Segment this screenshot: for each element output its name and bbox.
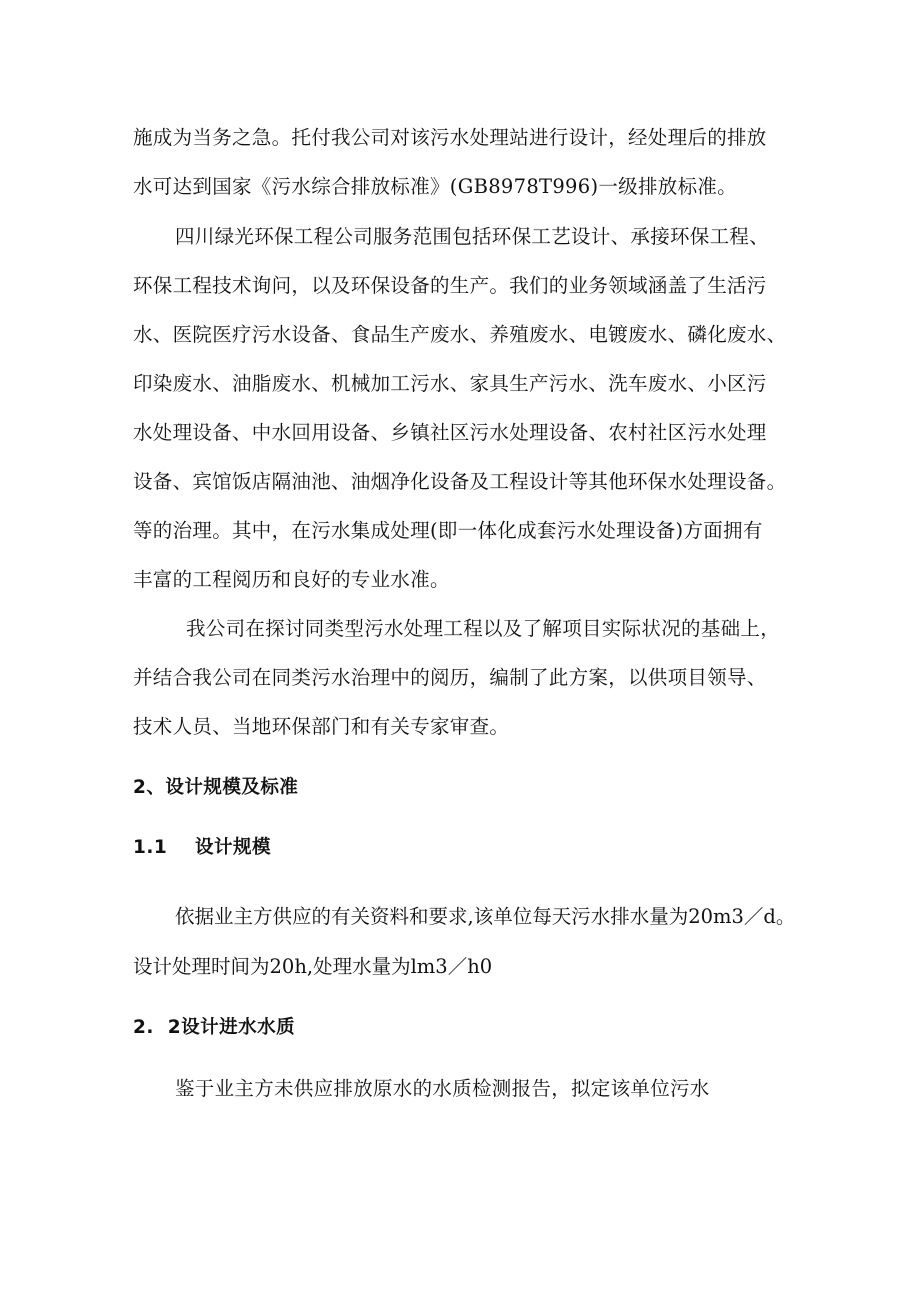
paragraph-1-line-2: 水可达到国家《污水综合排放标准》(GB8978T996)一级排放标准。: [133, 175, 737, 198]
paragraph-1-line-1: 施成为当务之急。托付我公司对该污水处理站进行设计，经处理后的排放: [133, 126, 767, 149]
section-2-2-line-1: 鉴于业主方未供应排放原水的水质检测报告，拟定该单位污水: [175, 1077, 710, 1100]
section-2-1-line-1: 依据业主方供应的有关资料和要求,该单位每天污水排水量为20m3／d。: [175, 905, 796, 928]
paragraph-2-line-4: 印染废水、油脂废水、机械加工污水、家具生产污水、洗车废水、小区污: [133, 372, 767, 395]
section-2-2-heading: 2. 2设计进水水质: [133, 1017, 296, 1038]
paragraph-2-line-2: 环保工程技术询问，以及环保设备的生产。我们的业务领域涵盖了生活污: [133, 274, 767, 297]
paragraph-3-line-3: 技术人员、当地环保部门和有关专家审查。: [133, 715, 510, 738]
section-2-1-heading: 1.1 设计规模: [133, 837, 272, 858]
paragraph-2-line-6: 设备、宾馆饭店隔油池、油烟净化设备及工程设计等其他环保水处理设备。: [133, 470, 787, 493]
paragraph-2-line-1: 四川绿光环保工程公司服务范围包括环保工艺设计、承接环保工程、: [175, 225, 770, 248]
paragraph-2-line-7: 等的治理。其中，在污水集成处理(即一体化成套污水处理设备)方面拥有: [133, 519, 763, 542]
paragraph-3-line-1: 我公司在探讨同类型污水处理工程以及了解项目实际状况的基础上，: [186, 617, 781, 640]
paragraph-2-line-5: 水处理设备、中水回用设备、乡镇社区污水处理设备、农村社区污水处理: [133, 421, 767, 444]
section-2-1-line-2: 设计处理时间为20h,处理水量为lm3／h0: [133, 955, 493, 978]
paragraph-3-line-2: 并结合我公司在同类污水治理中的阅历，编制了此方案，以供项目领导、: [133, 666, 767, 689]
section-2-heading: 2、设计规模及标准: [133, 777, 299, 798]
paragraph-2-line-8: 丰富的工程阅历和良好的专业水准。: [133, 568, 450, 591]
paragraph-2-line-3: 水、医院医疗污水设备、食品生产废水、养殖废水、电镀废水、磷化废水、: [133, 323, 787, 346]
